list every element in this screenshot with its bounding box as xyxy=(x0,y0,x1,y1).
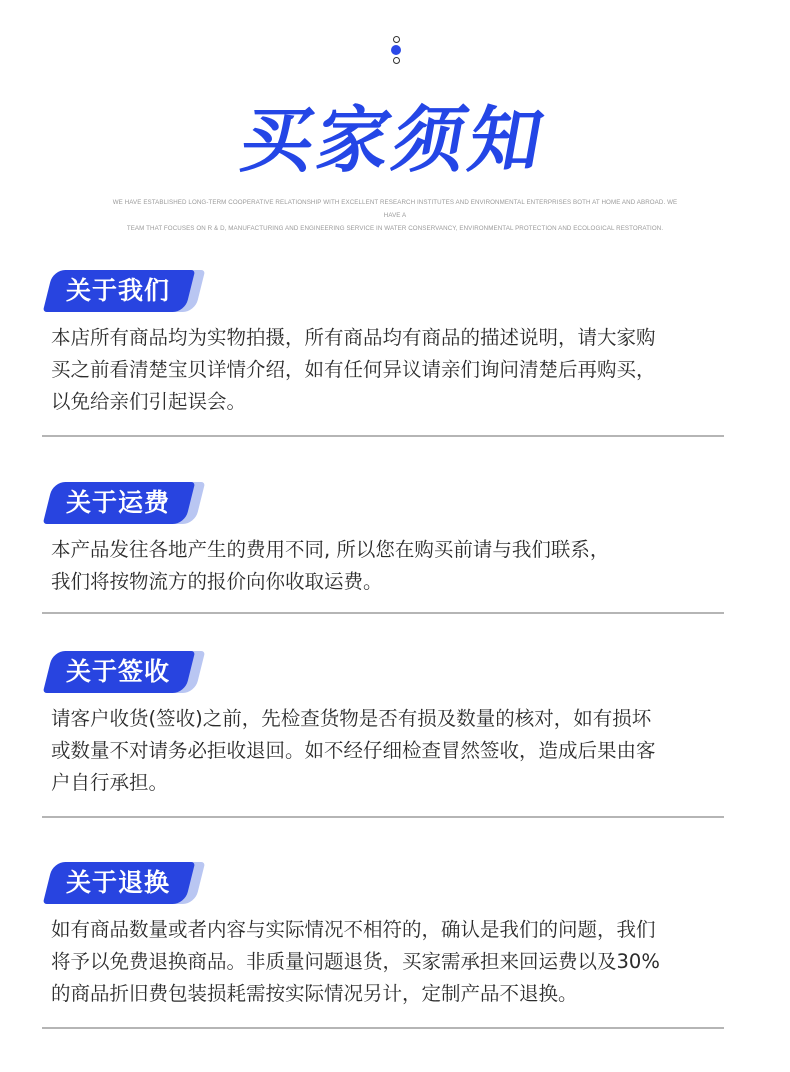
section-text xyxy=(51,914,721,1010)
section-heading-tag xyxy=(42,270,200,314)
section-about-us xyxy=(42,270,724,418)
text-line: 买之前看清楚宝贝详情介绍，如有任何异议请亲们询问清楚后再购买， xyxy=(51,358,656,381)
ring-dot-icon xyxy=(393,36,400,43)
section-returns xyxy=(42,862,724,1010)
subtitle-line: WE HAVE ESTABLISHED LONG-TERM COOPERATIVE RELATIONSHIP WITH EXCELLENT RESEARCH INSTITUTES AND ENVIRONMENTAL ENTERPRISES BOTH AT HOME AND ABROAD. WE HAVE A xyxy=(112,199,678,219)
decorative-dots xyxy=(390,36,402,66)
text-line: 户自行承担。 xyxy=(51,771,169,794)
subtitle-line: TEAM THAT FOCUSES ON R & D, MANUFACTURING AND ENGINEERING SERVICE IN WATER CONSERVANCY, ENVIRONMENTAL PROTECTION AND ECOLOGICAL RESTORATION. xyxy=(126,225,664,232)
section-text xyxy=(51,534,721,598)
divider xyxy=(42,816,724,818)
text-line: 请客户收货(签收)之前，先检查货物是否有损及数量的核对，如有损坏 xyxy=(51,707,652,730)
section-shipping xyxy=(42,482,724,598)
section-delivery-signing xyxy=(42,651,724,799)
section-heading-tag xyxy=(42,482,200,526)
section-heading-tag xyxy=(42,862,200,906)
section-heading-tag xyxy=(42,651,200,695)
text-line: 我们将按物流方的报价向你收取运费。 xyxy=(51,570,383,593)
section-text xyxy=(51,322,721,418)
text-line: 将予以免费退换商品。非质量问题退货，买家需承担来回运费以及30% xyxy=(51,950,660,973)
text-line: 以免给亲们引起误会。 xyxy=(51,390,247,413)
divider xyxy=(42,435,724,437)
section-heading: 关于退换 xyxy=(66,868,171,897)
section-heading: 关于签收 xyxy=(66,657,171,686)
section-heading: 关于运费 xyxy=(66,488,171,517)
section-heading: 关于我们 xyxy=(66,276,171,305)
text-line: 如有商品数量或者内容与实际情况不相符的，确认是我们的问题，我们 xyxy=(51,918,656,941)
ring-dot-icon xyxy=(393,57,400,64)
text-line: 或数量不对请务必拒收退回。如不经仔细检查冒然签收，造成后果由客 xyxy=(51,739,656,762)
divider xyxy=(42,1027,724,1029)
divider xyxy=(42,612,724,614)
page-subtitle xyxy=(110,196,680,235)
text-line: 本店所有商品均为实物拍摄，所有商品均有商品的描述说明，请大家购 xyxy=(51,326,656,349)
filled-dot-icon xyxy=(391,45,401,55)
section-text xyxy=(51,703,721,799)
text-line: 本产品发往各地产生的费用不同, 所以您在购买前请与我们联系， xyxy=(51,538,610,561)
page-title: 买家须知 xyxy=(234,98,554,182)
text-line: 的商品折旧费包装损耗需按实际情况另计，定制产品不退换。 xyxy=(51,982,578,1005)
